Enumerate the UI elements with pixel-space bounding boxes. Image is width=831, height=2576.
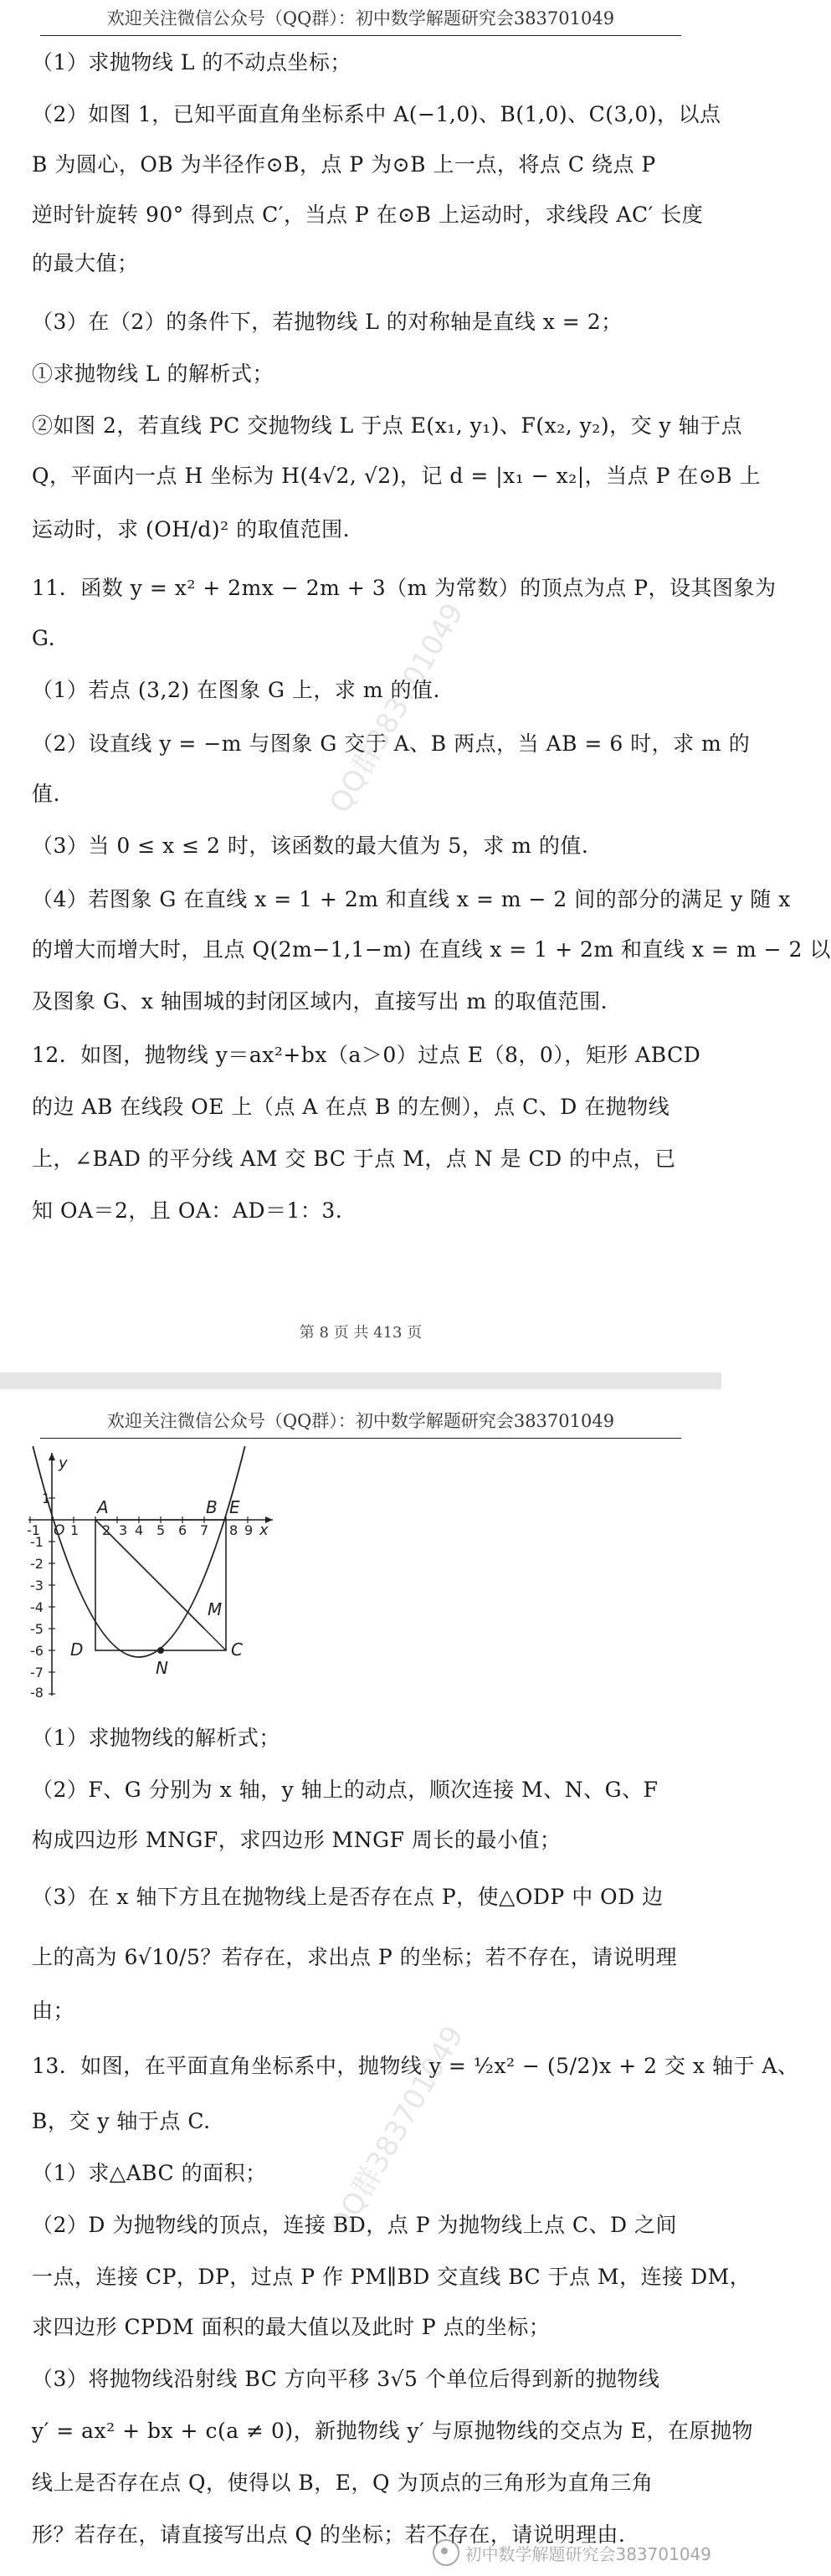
label-n: N — [156, 1658, 168, 1678]
x-axis-label: x — [259, 1521, 269, 1539]
text-line: 上，∠BAD 的平分线 AM 交 BC 于点 M，点 N 是 CD 的中点，已 — [32, 1147, 676, 1171]
text-line: （3）将抛物线沿射线 BC 方向平移 3√5 个单位后得到新的抛物线 — [32, 2367, 660, 2391]
y-tick-label: -3 — [30, 1578, 44, 1593]
text-line: B，交 y 轴于点 C. — [32, 2109, 211, 2133]
text-line: （3）在（2）的条件下，若抛物线 L 的对称轴是直线 x = 2； — [32, 310, 623, 334]
label-a: A — [97, 1497, 109, 1517]
text-line: （1）求抛物线 L 的不动点坐标； — [32, 50, 351, 74]
y-tick-label: -1 — [30, 1534, 44, 1550]
x-tick-label: 1 — [70, 1522, 80, 1538]
text-line: G. — [32, 626, 56, 650]
y-axis-label: y — [59, 1455, 68, 1472]
segment-am-visible — [95, 1520, 204, 1629]
text-line: （1）求抛物线的解析式； — [32, 1726, 280, 1750]
text-line: B 为圆心，OB 为半径作⊙B，点 P 为⊙B 上一点，将点 C 绕点 P — [32, 152, 656, 177]
text-line: 逆时针旋转 90° 得到点 C′，当点 P 在⊙B 上运动时，求线段 AC′ 长度 — [32, 203, 704, 227]
text-line: （2）F、G 分别为 x 轴，y 轴上的动点，顺次连接 M、N、G、F — [32, 1778, 659, 1802]
x-tick-label: 8 — [229, 1522, 239, 1538]
text-line: （1）求△ABC 的面积； — [32, 2161, 267, 2185]
text-line: （1）若点 (3,2) 在图象 G 上，求 m 的值. — [32, 678, 440, 702]
label-d: D — [70, 1640, 84, 1660]
page-footer: 第 8 页 共 413 页 — [299, 1324, 423, 1342]
page-header: 欢迎关注微信公众号（QQ群）：初中数学解题研究会383701049 — [40, 5, 681, 36]
parabola-rectangle-graph — [25, 1448, 276, 1699]
text-line: 13．如图，在平面直角坐标系中，抛物线 y = ½x² − (5/2)x + 2 交 x 轴于 A、 — [32, 2054, 799, 2078]
x-tick-label: 9 — [244, 1522, 254, 1538]
y-tick-label: -6 — [30, 1643, 44, 1659]
page-header: 欢迎关注微信公众号（QQ群）：初中数学解题研究会383701049 — [40, 1408, 681, 1439]
label-c: C — [231, 1640, 243, 1660]
text-line: 运动时，求 (OH/d)² 的取值范围. — [32, 517, 351, 541]
text-line: 求四边形 CPDM 面积的最大值以及此时 P 点的坐标； — [32, 2315, 551, 2339]
y-tick-label: -7 — [30, 1665, 44, 1681]
text-line: 构成四边形 MNGF，求四边形 MNGF 周长的最小值； — [32, 1828, 562, 1852]
page-2 — [0, 1389, 799, 2576]
corner-watermark-text: 初中数学解题研究会383701049 — [464, 2543, 711, 2564]
text-line: 11．函数 y = x² + 2mx − 2m + 3（m 为常数）的顶点为点 P，设其图象为 — [32, 576, 777, 600]
text-line: 及图象 G、x 轴围城的封闭区域内，直接写出 m 的取值范围. — [32, 989, 608, 1013]
point-n — [157, 1647, 164, 1654]
x-tick-label: -1 — [27, 1522, 40, 1538]
y-tick-label: -4 — [30, 1599, 44, 1615]
text-line: 形？若存在，请直接写出点 Q 的坐标；若不存在，请说明理由. — [32, 2522, 626, 2547]
wechat-icon — [433, 2539, 459, 2566]
parabola-curve — [33, 1446, 244, 1657]
label-b: B — [206, 1497, 218, 1517]
y-tick-label: -2 — [30, 1556, 44, 1572]
text-line: y′ = ax² + bx + c(a ≠ 0)，新抛物线 y′ 与原抛物线的交点为 E，在原抛物 — [32, 2419, 754, 2443]
text-line: 的增大而增大时，且点 Q(2m−1,1−m) 在直线 x = 1 + 2m 和直线 x = m − 2 以 — [32, 937, 831, 962]
text-line: 值. — [32, 782, 60, 806]
text-line: （3）在 x 轴下方且在抛物线上是否存在点 P，使△ODP 中 OD 边 — [32, 1885, 664, 1909]
text-line: （2）设直线 y = −m 与图象 G 交于 A、B 两点，当 AB = 6 时，求 m 的 — [32, 731, 751, 756]
x-tick-label: 6 — [178, 1522, 187, 1538]
text-line: 上的高为 6√10/5？若存在，求出点 P 的坐标；若不存在，请说明理 — [32, 1945, 678, 1969]
y-tick-label: -8 — [30, 1685, 44, 1701]
label-m: M — [208, 1599, 223, 1619]
y-tick-label: -5 — [30, 1621, 44, 1637]
text-line: 12．如图，抛物线 y＝ax²+bx（a＞0）过点 E（8，0），矩形 ABCD — [32, 1043, 701, 1067]
text-line: 由； — [32, 1999, 75, 2023]
y-axis-arrow — [49, 1453, 55, 1460]
x-tick-label: 4 — [135, 1522, 144, 1538]
text-line: 线上是否存在点 Q，使得以 B，E，Q 为顶点的三角形为直角三角 — [32, 2471, 654, 2495]
text-line: ①求抛物线 L 的解析式； — [32, 362, 274, 386]
text-line: 一点，连接 CP，DP，过点 P 作 PM∥BD 交直线 BC 于点 M，连接 DM， — [32, 2265, 751, 2289]
label-o: O — [54, 1522, 65, 1539]
text-line: 的边 AB 在线段 OE 上（点 A 在点 B 的左侧），点 C、D 在抛物线 — [32, 1095, 670, 1119]
page-separator — [0, 1373, 721, 1389]
text-line: Q，平面内一点 H 坐标为 H(4√2, √2)，记 d = |x₁ − x₂|，当点 P 在⊙B 上 — [32, 464, 762, 488]
text-line: （4）若图象 G 在直线 x = 1 + 2m 和直线 x = m − 2 间的部分的满足 y 随 x — [32, 887, 791, 911]
text-line: （2）D 为抛物线的顶点，连接 BD，点 P 为抛物线上点 C、D 之间 — [32, 2213, 678, 2237]
y-tick-label: 1 — [42, 1491, 51, 1506]
text-line: 的最大值； — [32, 251, 139, 275]
text-line: （3）当 0 ≤ x ≤ 2 时，该函数的最大值为 5，求 m 的值. — [32, 834, 589, 858]
text-line: 知 OA＝2，且 OA：AD＝1：3. — [32, 1198, 343, 1223]
label-e: E — [229, 1497, 240, 1517]
x-tick-label: 7 — [200, 1522, 209, 1538]
x-tick-label: 3 — [119, 1522, 128, 1538]
watermark: QQ群383701049 — [323, 2020, 471, 2242]
corner-watermark — [433, 2539, 711, 2566]
watermark: QQ群383701049 — [323, 598, 471, 819]
x-tick-label: 2 — [102, 1522, 111, 1538]
x-tick-label: 5 — [156, 1522, 166, 1538]
text-line: ②如图 2，若直线 PC 交抛物线 L 于点 E(x₁, y₁)、F(x₂, y₂)，交 y 轴于点 — [32, 413, 743, 438]
text-line: （2）如图 1，已知平面直角坐标系中 A(−1,0)、B(1,0)、C(3,0)，以点 — [32, 102, 721, 126]
